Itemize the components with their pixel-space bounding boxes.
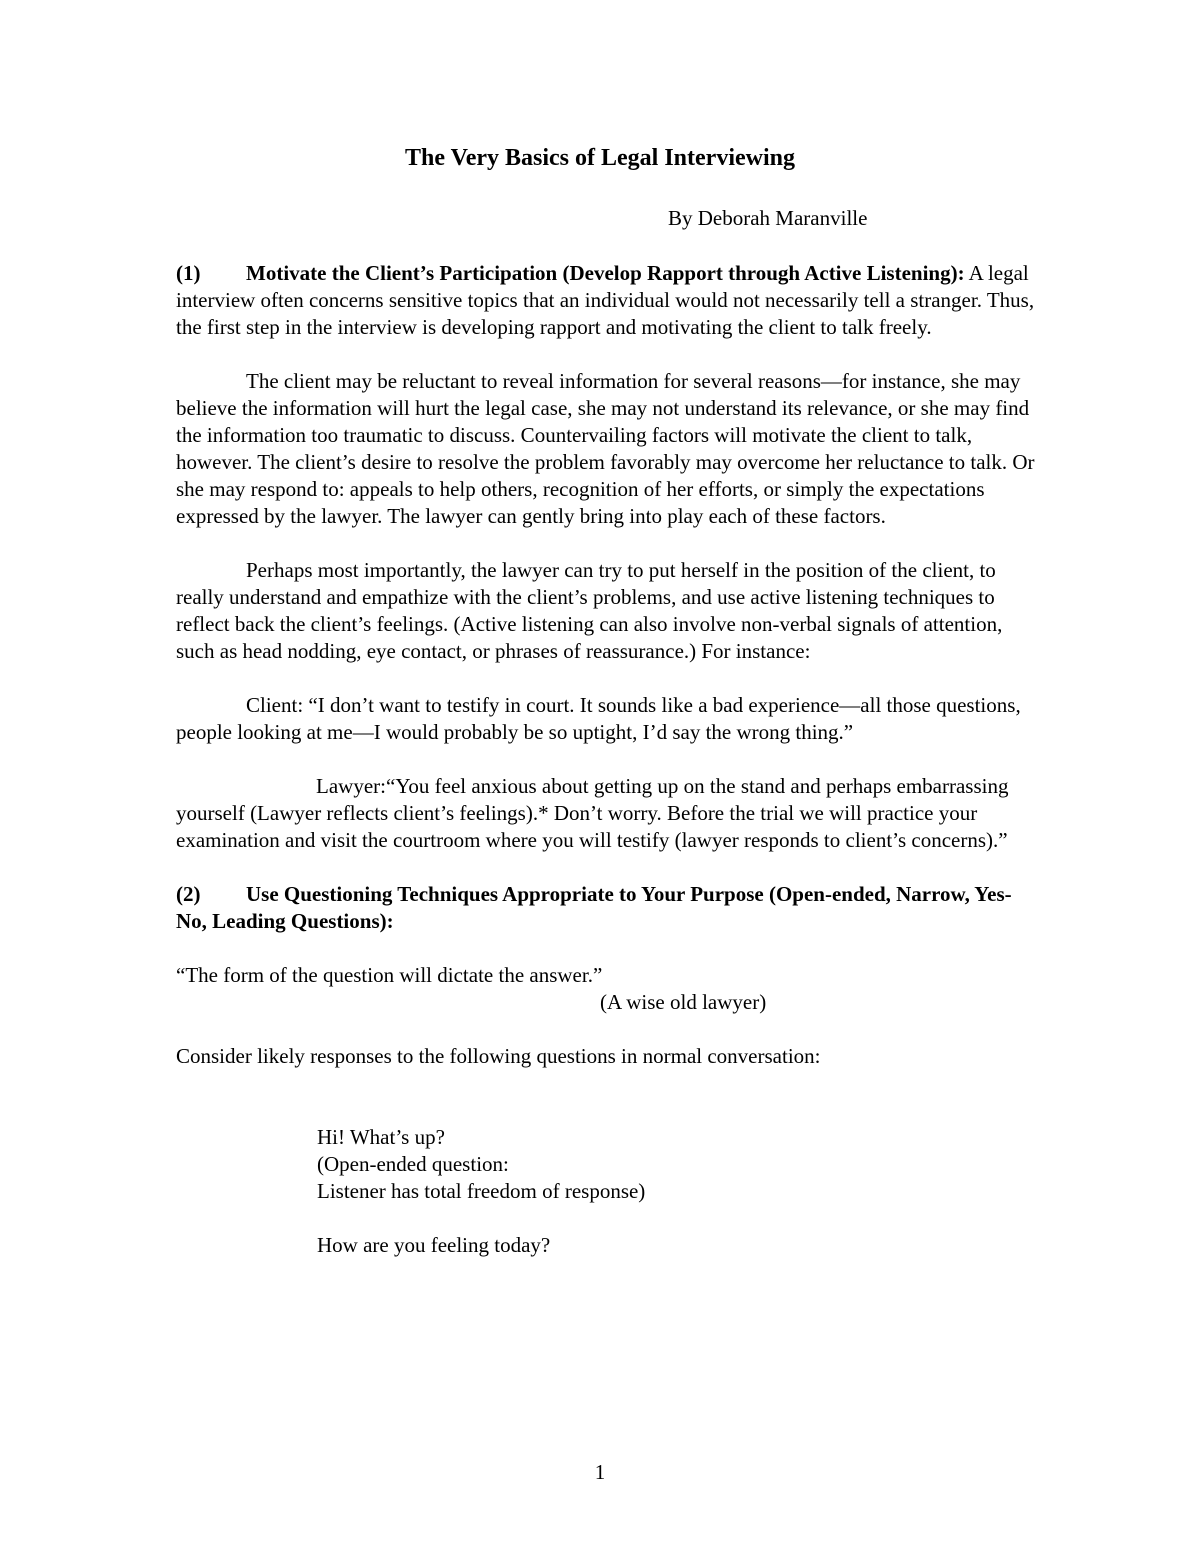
example-note-line: Listener has total freedom of response) — [317, 1179, 646, 1203]
lawyer-quote: “You feel anxious about getting up on the stand and perhaps embarrassing yourself (Lawyer reflects client’s feelings).* Don’t worry. Before the trial we will practice your examination and visit the courtroom where you will testify (lawyer responds to client’s concerns).” — [176, 774, 1009, 852]
lawyer-quote-paragraph — [176, 773, 1036, 854]
section1-intro-text: A legal interview often concerns sensitive topics that an individual would not necessarily tell a stranger. Thus, the first step in the interview is developing rapport and motivating the client to talk freely. — [176, 261, 1035, 339]
epigraph-quote: “The form of the question will dictate the answer.” — [176, 963, 603, 987]
section2-heading: Use Questioning Techniques Appropriate to Your Purpose (Open-ended, Narrow, Yes-No, Leading Questions): — [176, 882, 1012, 933]
page-number: 1 — [594, 1460, 606, 1484]
example-note-line: (Open-ended question: — [317, 1152, 509, 1176]
example-question-2 — [317, 1232, 1036, 1259]
document-title: The Very Basics of Legal Interviewing — [405, 145, 795, 171]
consider-paragraph: Consider likely responses to the following questions in normal conversation: — [176, 1044, 821, 1068]
section1-paragraph-3: Perhaps most importantly, the lawyer can try to put herself in the position of the client, to really understand and empathize with the client’s problems, and use active listening techniques to reflect back the client’s feelings. (Active listening can also involve non-verbal signals of attention, such as head nodding, eye contact, or phrases of reassurance.) For instance: — [176, 558, 1003, 663]
client-quote: Client: “I don’t want to testify in court. It sounds like a bad experience—all those questions, people looking at me—I would probably be so uptight, I’d say the wrong thing.” — [176, 693, 1021, 744]
section1-heading: Motivate the Client’s Participation (Develop Rapport through Active Listening): — [246, 261, 965, 285]
example-question-text: Hi! What’s up? — [317, 1125, 445, 1149]
example-question-1 — [317, 1124, 1036, 1205]
section1-number: (1) — [176, 261, 201, 285]
lawyer-label: Lawyer: — [316, 774, 386, 798]
section2-number: (2) — [176, 882, 201, 906]
section1-intro-paragraph — [176, 260, 1036, 341]
example-question-text: How are you feeling today? — [317, 1233, 551, 1257]
section2-heading-paragraph — [176, 881, 1036, 935]
section1-paragraph-2: The client may be reluctant to reveal information for several reasons—for instance, she may believe the information will hurt the legal case, she may not understand its relevance, or she may find the information too traumatic to discuss. Countervailing factors will motivate the client to talk, however. The client’s desire to resolve the problem favorably may overcome her reluctance to talk. Or she may respond to: appeals to help others, recognition of her efforts, or simply the expectations expressed by the lawyer. The lawyer can gently bring into play each of these factors. — [176, 369, 1035, 528]
document-body — [176, 260, 1036, 1286]
document-author: By Deborah Maranville — [668, 206, 868, 230]
epigraph-source: (A wise old lawyer) — [600, 990, 767, 1014]
epigraph — [176, 962, 1036, 1016]
